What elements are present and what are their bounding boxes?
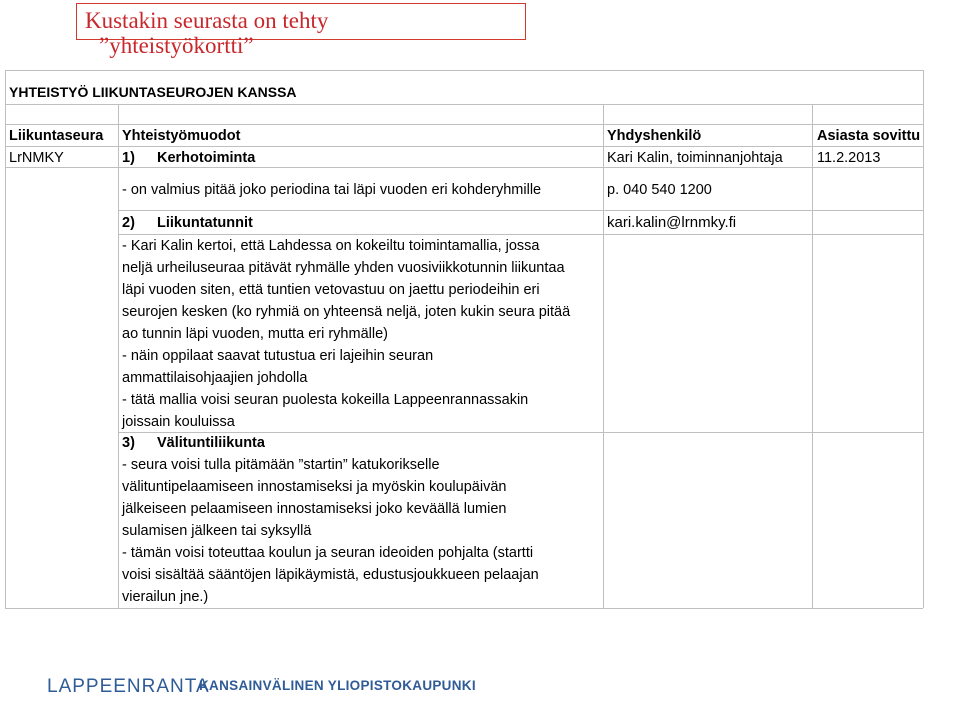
slide-title — [76, 3, 526, 58]
section-heading: YHTEISTYÖ LIIKUNTASEUROJEN KANSSA — [9, 84, 297, 100]
body-line: sulamisen jälkeen tai syksyllä — [122, 523, 312, 539]
agreed-date: 11.2.2013 — [817, 150, 881, 166]
header-liikuntaseura: Liikuntaseura — [9, 128, 104, 144]
title-line-2: ”yhteistyökortti” — [99, 33, 254, 58]
item-1-bullet: - on valmius pitää joko periodina tai läpi vuoden eri kohderyhmille — [122, 182, 542, 198]
club-name: LrNMKY — [9, 150, 64, 166]
grid-line — [5, 608, 923, 609]
body-line: välituntipelaamiseen innostamiseksi ja myöskin koulupäivän — [122, 479, 507, 495]
grid-line — [118, 104, 119, 608]
grid-line — [5, 70, 6, 608]
grid-line — [5, 167, 923, 168]
header-asiasta-sovittu: Asiasta sovittu — [817, 128, 921, 144]
body-line: - tämän voisi toteuttaa koulun ja seuran ideoiden pohjalta (startti — [122, 545, 534, 561]
body-line: voisi sisältää sääntöjen läpikäymistä, edustusjoukkueen pelaajan — [122, 567, 539, 583]
footer — [0, 648, 960, 705]
body-line: neljä urheiluseuraa pitävät ryhmälle yhden vuosiviikkotunnin liikuntaa — [122, 260, 565, 276]
title-line-1: Kustakin seurasta on tehty — [85, 8, 329, 33]
item-3-title: Välituntiliikunta — [157, 435, 265, 451]
city-slogan: KANSAINVÄLINEN YLIOPISTOKAUPUNKI — [199, 678, 476, 693]
grid-line — [5, 104, 923, 105]
body-line: - seura voisi tulla pitämään ”startin” katukorikselle — [122, 457, 440, 473]
grid-line — [5, 70, 923, 71]
body-line: jälkeiseen pelaamiseen innostamiseksi joko keväällä lumien — [122, 501, 507, 517]
body-line: ammattilaisohjaajien johdolla — [122, 370, 308, 386]
body-line: - Kari Kalin kertoi, että Lahdessa on kokeiltu toimintamallia, jossa — [122, 238, 540, 254]
item-1-title: Kerhotoiminta — [157, 150, 256, 166]
item-2-number: 2) — [122, 215, 135, 231]
header-yhdyshenkilo: Yhdyshenkilö — [607, 128, 702, 144]
grid-line — [118, 210, 923, 211]
contact-phone: p. 040 540 1200 — [607, 182, 712, 198]
body-line: - tätä mallia voisi seuran puolesta kokeilla Lappeenrannassakin — [122, 392, 529, 408]
grid-line — [812, 104, 813, 608]
city-logo: LAPPEENRANTA — [47, 676, 210, 697]
contact-email[interactable]: kari.kalin@lrnmky.fi — [607, 214, 737, 231]
grid-line — [923, 70, 924, 608]
body-line: läpi vuoden siten, että tuntien vetovastuu on jaettu periodeihin eri — [122, 282, 540, 298]
item-3-number: 3) — [122, 435, 135, 451]
item-1-number: 1) — [122, 150, 135, 166]
header-yhteistyomuodot: Yhteistyömuodot — [122, 128, 241, 144]
body-line: vierailun jne.) — [122, 589, 209, 605]
grid-line — [5, 124, 923, 125]
body-line: seurojen kesken (ko ryhmiä on yhteensä neljä, joten kukin seura pitää — [122, 304, 571, 320]
body-line: joissain kouluissa — [122, 414, 235, 430]
grid-line — [5, 146, 923, 147]
grid-line — [118, 432, 923, 433]
contact-name: Kari Kalin, toiminnanjohtaja — [607, 150, 783, 166]
body-line: ao tunnin läpi vuoden, mutta eri ryhmälle) — [122, 326, 388, 342]
item-2-title: Liikuntatunnit — [157, 215, 253, 231]
grid-line — [118, 234, 923, 235]
grid-line — [603, 104, 604, 608]
body-line: - näin oppilaat saavat tutustua eri lajeihin seuran — [122, 348, 434, 364]
